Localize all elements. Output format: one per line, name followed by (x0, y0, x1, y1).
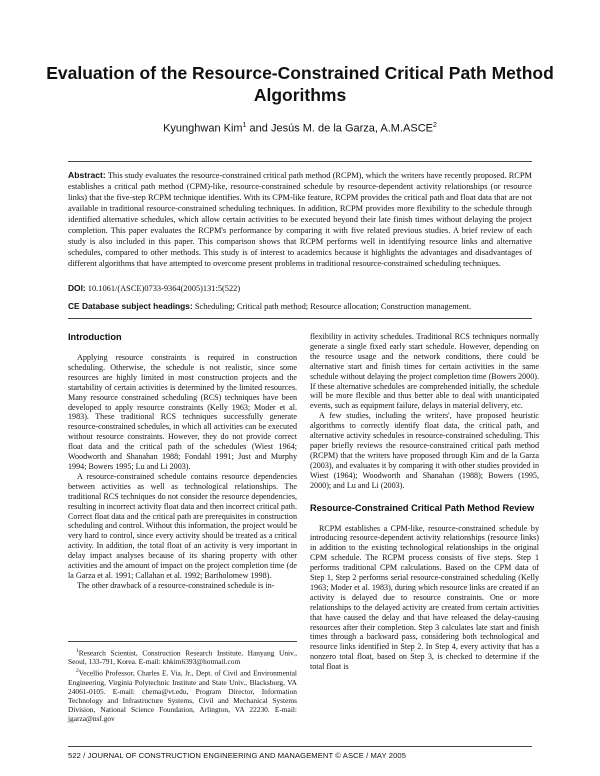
subject-label: CE Database subject headings: (68, 301, 193, 311)
author-connector: and (246, 122, 271, 135)
paragraph: The other drawback of a resource-constrained schedule is in- (77, 580, 275, 590)
footnote-1 (68, 647, 297, 666)
left-column (68, 332, 297, 591)
abstract-label: Abstract: (68, 170, 106, 180)
author-1-sup: 1 (242, 122, 247, 129)
footnote-1-marker: 1 (76, 648, 79, 654)
subject-headings (68, 301, 532, 311)
author-1: Kyunghwan Kim (163, 122, 243, 135)
paragraph: A resource-constrained schedule contains resource dependencies between activities as well as technological relationships. The traditional RCS techniques do not consider the resource dependencies, resulting in incorrect activity float data and then incorrect critical path. Correct float data and the critical path are prerequisites in construction scheduling and control. Without this information, the project would be very hard to control, since every activity should be treated as a critical activity. In addition, the total float of an activity is very important in delay impact analyses because of its sharing property with other activities and the amount of impact on the project completion time (de la Garza et al. 1991; Callahan et al. 1992; Bartholomew 1998). (68, 471, 298, 580)
section-heading-introduction: Introduction (68, 332, 122, 342)
author-line (40, 122, 560, 135)
doi-label: DOI: (68, 283, 86, 293)
paragraph: A few studies, including the writers', have proposed heuristic algorithms to correctly identify float data, the critical path, and alternative activity schedules in resource-constrained scheduling. This paper briefly reviews the resource-constrained critical path method (RCPM) that the writers have proposed through Kim and de la Garza (2003), and evaluates it by comparing it with other studies provided in Wiest (1964); Woodworth and Shanahan (1988); Bowers (1995, 2000); and Lu and Li (2003). (310, 411, 539, 490)
rule-middle (68, 318, 532, 319)
author-2-sup: 2 (432, 122, 437, 129)
abstract (68, 170, 532, 269)
paragraph: RCPM establishes a CPM-like, resource-constrained schedule by introducing resource-dependent activity relationships (resource links) in addition to the existing technological relationships in the original CPM schedule. The RCPM process consists of five steps. Step 1 performs traditional CPM calculations. Based on the CPM data of Step 1, Step 2 performs serial resource-constrained scheduling (Kelly 1963; Moder et al. 1983), during which resource links are created if an activity is delayed due to resource constraints. One or more relationships to the delayed activity are created from certain activities that have caused the delay and that have released the delay-causing resources after their completion. Step 3 calculates late start and finish times through a backward pass, considering both technological and resource links identified in Step 2. In Step 4, every activity that has a nonzero total float, based on Step 3, is checked to determine if the total float is (310, 523, 539, 672)
footnote-2 (68, 667, 297, 722)
right-column (310, 332, 539, 672)
footnotes (68, 641, 297, 724)
doi-value[interactable]: 10.1061/(ASCE)0733-9364(2005)131:5(522) (87, 284, 241, 293)
page-footer: 522 / JOURNAL OF CONSTRUCTION ENGINEERING AND MANAGEMENT © ASCE / MAY 2005 (68, 746, 532, 760)
paragraph: Applying resource constraints is required in construction scheduling. Otherwise, the schedule is not realistic, since some resources are highly limited in most construction projects and the startability of certain activities is determined by the limited resources. Many resource constrained scheduling (RCS) techniques have been developed to apply resource constraints (Kelly 1963; Moder et al. 1983). These traditional RCS techniques successfully generate resource-constrained schedules, in which all activities can be executed without resource constraints. However, they do not provide correct float data and the critical path of the schedules (Wiest 1964; Woodworth and Shanahan 1988; Fondahl 1991; Just and Murphy 1994; Bowers 1995; Lu and Li 2003). (68, 353, 297, 471)
footnote-2-marker: 2 (76, 668, 79, 675)
footnote-1-text: Research Scientist, Construction Research Institute, Hanyang Univ., Seoul, 133-791, Korea. E-mail: khkim6393@hotmail.com (68, 648, 297, 667)
paper-title: Evaluation of the Resource-Constrained Critical Path Method Algorithms (46, 63, 554, 105)
rule-top (68, 161, 532, 162)
paragraph: flexibility in activity schedules. Traditional RCS techniques normally generate a single fixed early start schedule. However, depending on the resource usage and the network conditions, there could be alternative start and finish times for certain activities in the same schedule without delaying the project completion time (Bowers 2000). If these alternative schedules are comprehended initially, the schedule will be more flexible and thus better able to deal with unanticipated events, such as equipment failure, delays in material delivery, etc. (310, 332, 539, 411)
subject-value: Scheduling; Critical path method; Resource allocation; Construction management. (194, 302, 472, 311)
section-heading-rcpm-review: Resource-Constrained Critical Path Method Review (310, 502, 535, 513)
footnote-2-text: Vecellio Professor, Charles E. Via, Jr., Dept. of Civil and Environmental Engineering, Virginia Polytechnic Institute and State Univ., Blacksburg, VA 24061-0105. E-mail: chema@vt.edu, Program Director, Information Technology and Infrastructure Systems, Civil and Mechanical Systems Division, National Science Foundation, Arlington, VA 22230. E-mail: jgarza@nsf.gov (68, 668, 297, 723)
author-2: Jesús M. de la Garza, A.M.ASCE (270, 122, 433, 135)
abstract-text: This study evaluates the resource-constrained critical path method (RCPM), which the writers have recently proposed. RCPM establishes a critical path method (CPM)-like, resource-constrained schedule by resource-dependent activity relationships (or resource links) that the five-step RCPM technique identifies. With its CPM-like feature, RCPM provides the critical path and float data that are not available in traditional resource-constrained scheduling techniques. In addition, RCPM provides more flexibility to the schedule through identified alternative schedules, which allow certain activities to be executed beyond their late finish times without delaying the project completion. This paper evaluates the RCPM's performance by comparing it with five related previous studies. A brief review of each study is also included in this paper. This comparison shows that RCPM performs well in identifying resource links and alternative schedules, compared to other methods. This study is of interest to academics because it highlights the advantages and disadvantages of different algorithms that have attempted to overcome present problems in traditional resource-constrained scheduling techniques. (68, 171, 532, 268)
doi (68, 283, 532, 293)
